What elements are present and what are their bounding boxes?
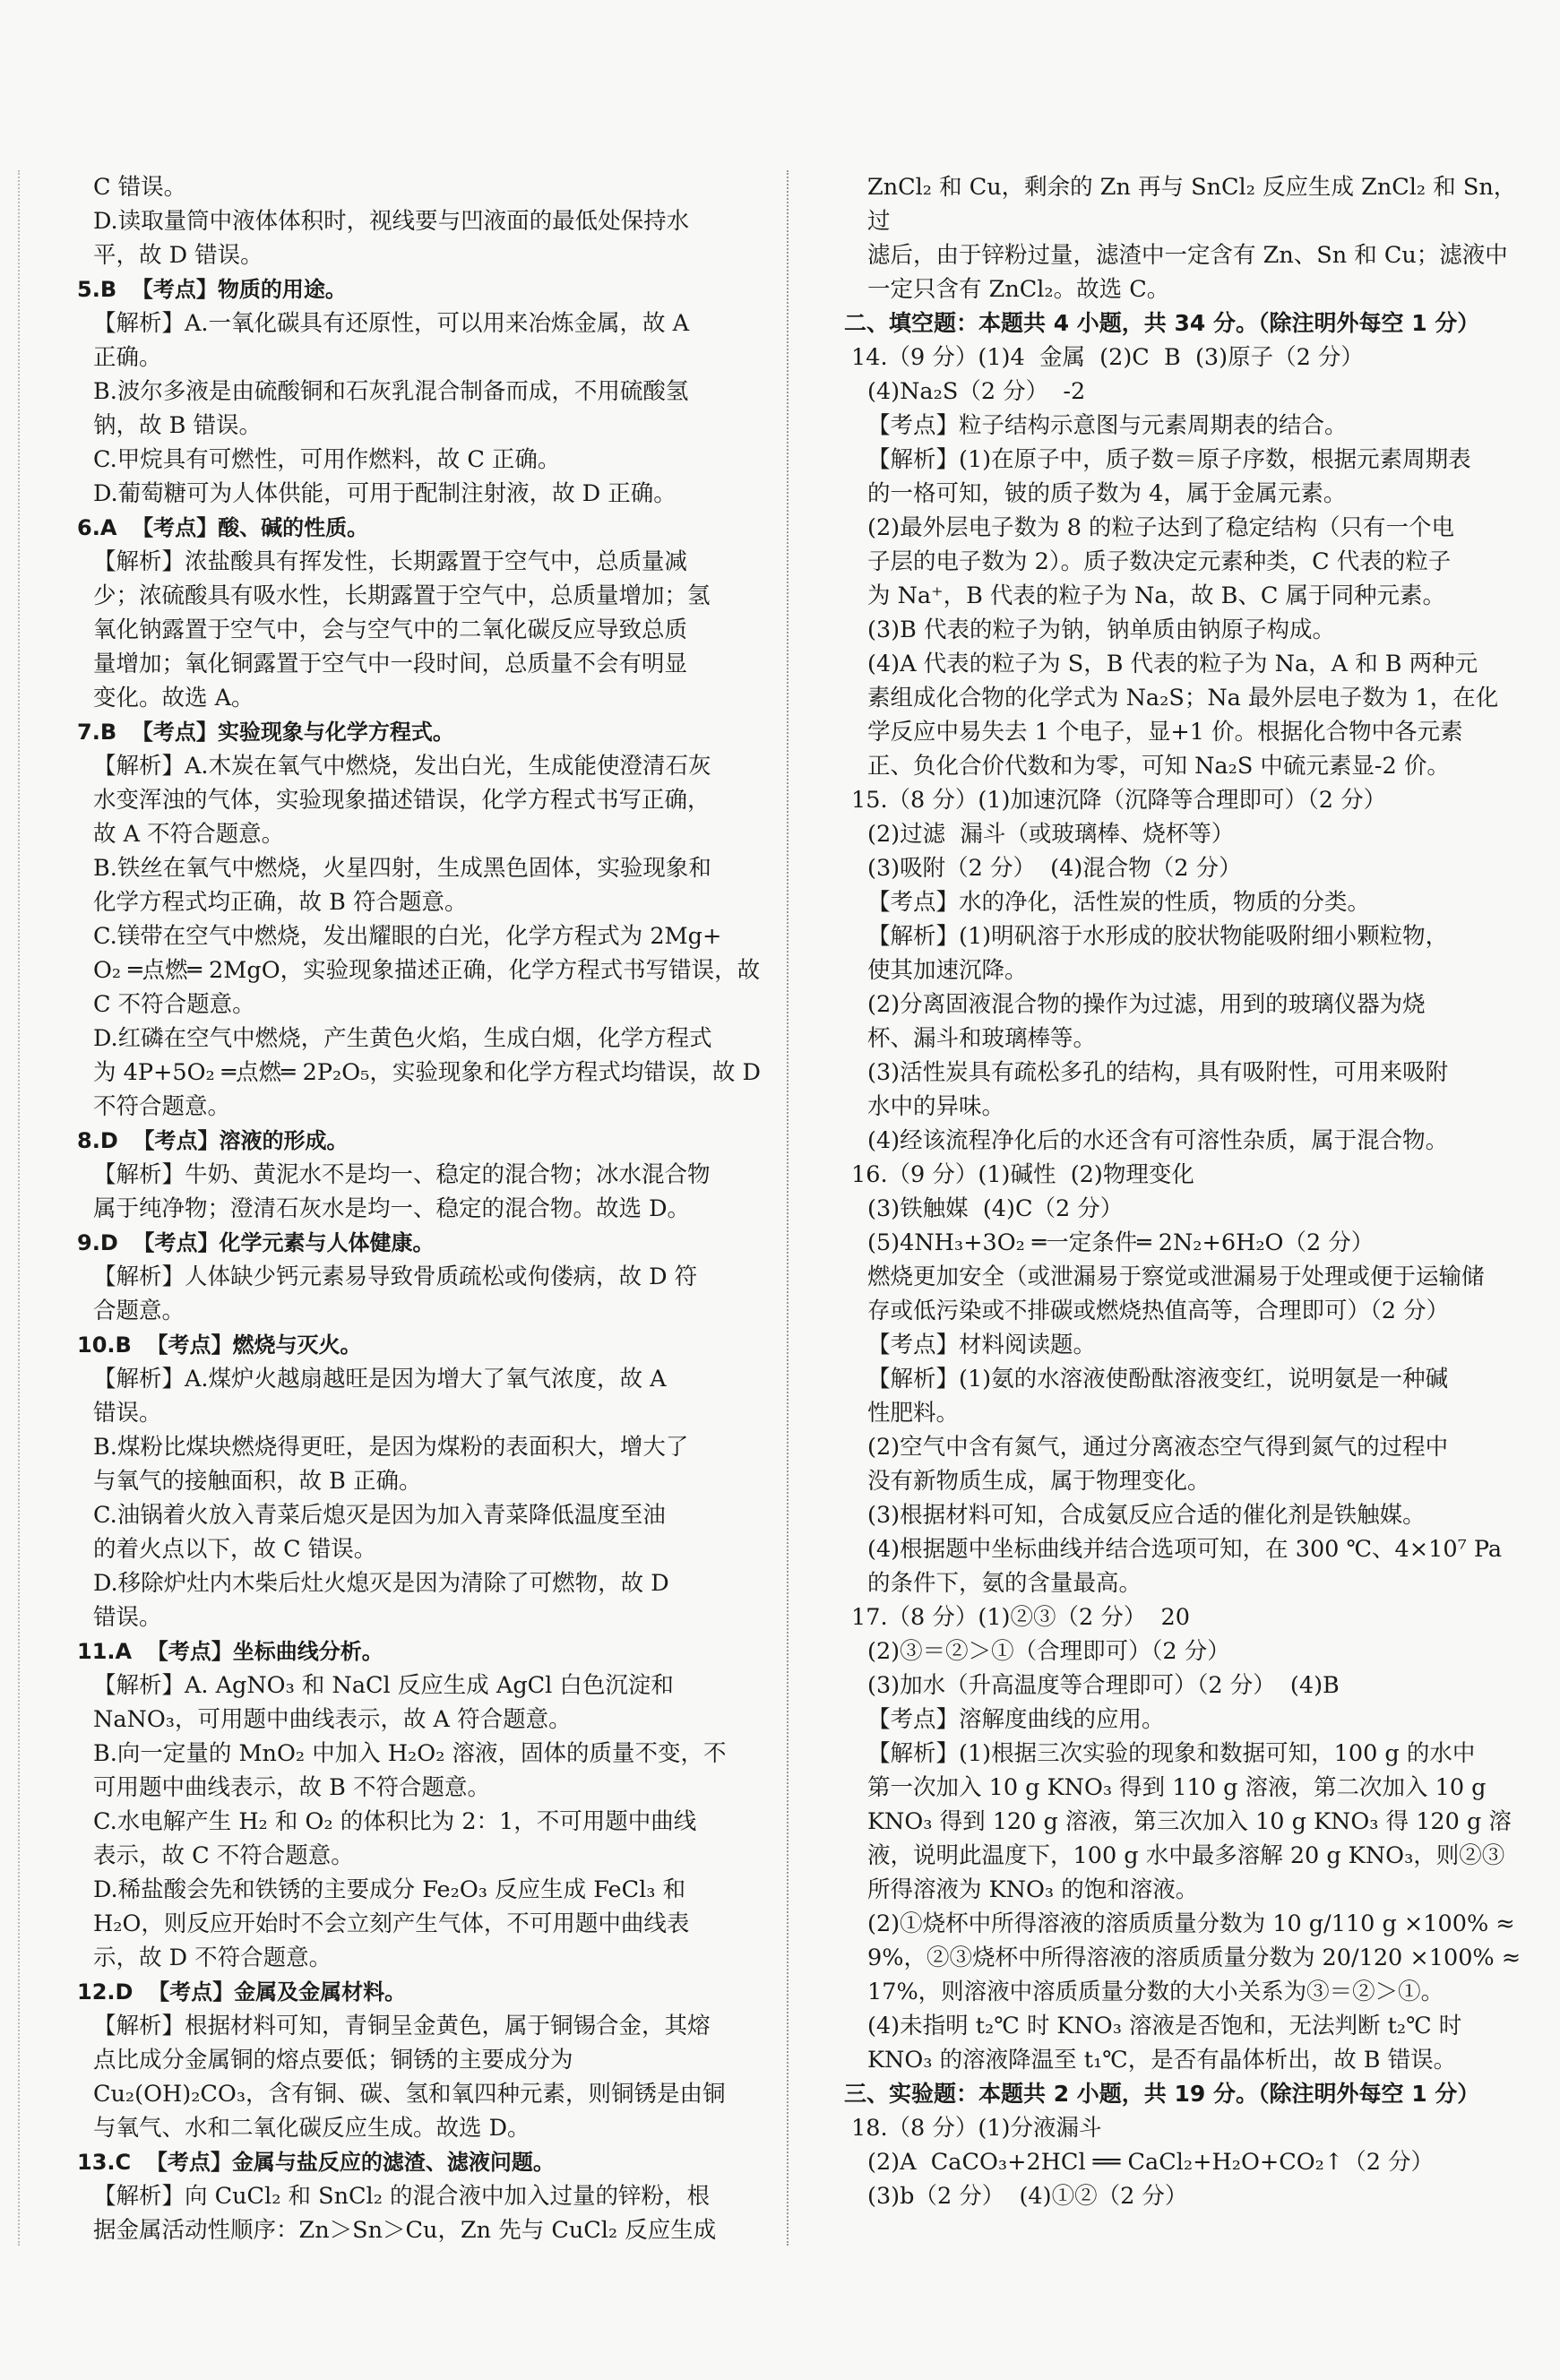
left-line: 属于纯净物；澄清石灰水是均一、稳定的混合物。故选 D。 xyxy=(93,1195,691,1222)
left-line: 正确。 xyxy=(93,344,162,371)
left-line: 不符合题意。 xyxy=(93,1093,231,1120)
right-line: (2)①烧杯中所得溶液的溶质质量分数为 10 g/110 g ×100% ≈ xyxy=(867,1910,1515,1937)
right-line: 【解析】(1)根据三次实验的现象和数据可知，100 g 的水中 xyxy=(867,1740,1476,1767)
right-line: 性肥料。 xyxy=(867,1400,960,1427)
left-line: 7.B 【考点】实验现象与化学方程式。 xyxy=(77,720,454,745)
left-line: 6.A 【考点】酸、碱的性质。 xyxy=(77,515,369,540)
left-line: 9.D 【考点】化学元素与人体健康。 xyxy=(77,1230,435,1255)
left-line: 12.D 【考点】金属及金属材料。 xyxy=(77,1979,407,2005)
right-line: 16.（9 分）(1)碱性 (2)物理变化 xyxy=(851,1161,1194,1188)
right-line: 9%，②③烧杯中所得溶液的溶质质量分数为 20/120 ×100% ≈ xyxy=(867,1945,1521,1971)
left-line: 错误。 xyxy=(93,1400,162,1427)
right-line: 正、负化合价代数和为零，可知 Na₂S 中硫元素显-2 价。 xyxy=(867,753,1450,780)
left-line: 的着火点以下，故 C 错误。 xyxy=(93,1536,377,1563)
right-line: 杯、漏斗和玻璃棒等。 xyxy=(867,1025,1097,1052)
right-line: 的条件下，氨的含量最高。 xyxy=(867,1570,1142,1597)
right-line: (2)A CaCO₃+2HCl ══ CaCl₂+H₂O+CO₂↑（2 分） xyxy=(867,2149,1435,2176)
left-line: 【解析】浓盐酸具有挥发性，长期露置于空气中，总质量减 xyxy=(93,548,688,575)
left-line: 【解析】人体缺少钙元素易导致骨质疏松或佝偻病，故 D 符 xyxy=(93,1263,698,1290)
right-line: 18.（8 分）(1)分液漏斗 xyxy=(851,2115,1102,2142)
right-line: 【解析】(1)氨的水溶液使酚酞溶液变红，说明氨是一种碱 xyxy=(867,1366,1449,1393)
right-line: 的一格可知，铍的质子数为 4，属于金属元素。 xyxy=(867,480,1347,507)
left-line: 与氧气、水和二氧化碳反应生成。故选 D。 xyxy=(93,2115,530,2142)
left-line: 错误。 xyxy=(93,1604,162,1631)
right-line: 【考点】水的净化，活性炭的性质，物质的分类。 xyxy=(867,889,1371,916)
right-line: 【解析】(1)明矾溶于水形成的胶状物能吸附细小颗粒物， xyxy=(867,923,1449,950)
right-line: 素组成化合物的化学式为 Na₂S；Na 最外层电子数为 1，在化 xyxy=(867,685,1499,711)
left-line: 可用题中曲线表示，故 B 不符合题意。 xyxy=(93,1774,490,1801)
right-line: (3)b（2 分） (4)①②（2 分） xyxy=(867,2183,1188,2210)
right-column xyxy=(796,170,1526,2246)
left-line: B.向一定量的 MnO₂ 中加入 H₂O₂ 溶液，固体的质量不变，不 xyxy=(93,1740,727,1767)
right-line: 水中的异味。 xyxy=(867,1093,1005,1120)
right-line: 15.（8 分）(1)加速沉降（沉降等合理即可）（2 分） xyxy=(851,787,1387,814)
right-line: (2)最外层电子数为 8 的粒子达到了稳定结构（只有一个电 xyxy=(867,514,1455,541)
right-line: (4)Na₂S（2 分） -2 xyxy=(867,378,1086,405)
right-line: 所得溶液为 KNO₃ 的饱和溶液。 xyxy=(867,1876,1199,1903)
left-line: 11.A 【考点】坐标曲线分析。 xyxy=(77,1639,384,1664)
right-line: 没有新物质生成，属于物理变化。 xyxy=(867,1468,1211,1495)
column-divider xyxy=(787,170,789,2246)
left-line: D.读取量筒中液体体积时，视线要与凹液面的最低处保持水 xyxy=(93,208,690,235)
left-line: 量增加；氧化铜露置于空气中一段时间，总质量不会有明显 xyxy=(93,651,688,677)
left-line: 13.C 【考点】金属与盐反应的滤渣、滤液问题。 xyxy=(77,2150,555,2175)
right-line: 液，说明此温度下，100 g 水中最多溶解 20 g KNO₃，则②③ xyxy=(867,1842,1505,1869)
left-line: D.葡萄糖可为人体供能，可用于配制注射液，故 D 正确。 xyxy=(93,480,677,507)
left-line: 合题意。 xyxy=(93,1298,185,1324)
right-line: 第一次加入 10 g KNO₃ 得到 110 g 溶液，第二次加入 10 g xyxy=(867,1774,1487,1801)
right-line: 【考点】粒子结构示意图与元素周期表的结合。 xyxy=(867,412,1348,439)
left-line: NaNO₃，可用题中曲线表示，故 A 符合题意。 xyxy=(93,1706,572,1733)
left-line: B.煤粉比煤块燃烧得更旺，是因为煤粉的表面积大，增大了 xyxy=(93,1434,689,1461)
left-line: Cu₂(OH)₂CO₃，含有铜、碳、氢和氧四种元素，则铜锈是由铜 xyxy=(93,2081,726,2108)
right-line: (5)4NH₃+3O₂ ═一定条件═ 2N₂+6H₂O（2 分） xyxy=(867,1229,1375,1256)
left-line: 氧化钠露置于空气中，会与空气中的二氧化碳反应导致总质 xyxy=(93,617,688,643)
left-line: D.红磷在空气中燃烧，产生黄色火焰，生成白烟，化学方程式 xyxy=(93,1025,712,1052)
left-line: 据金属活动性顺序：Zn＞Sn＞Cu，Zn 先与 CuCl₂ 反应生成 xyxy=(93,2217,717,2244)
left-line: 【解析】牛奶、黄泥水不是均一、稳定的混合物；冰水混合物 xyxy=(93,1161,711,1188)
right-line: (3)根据材料可知，合成氨反应合适的催化剂是铁触媒。 xyxy=(867,1502,1426,1529)
left-line: C.水电解产生 H₂ 和 O₂ 的体积比为 2：1，不可用题中曲线 xyxy=(93,1808,697,1835)
left-line: 平，故 D 错误。 xyxy=(93,242,263,269)
left-line: B.铁丝在氧气中燃烧，火星四射，生成黑色固体，实验现象和 xyxy=(93,855,711,882)
right-line: (2)分离固液混合物的操作为过滤，用到的玻璃仪器为烧 xyxy=(867,991,1426,1018)
left-line: C.甲烷具有可燃性，可用作燃料，故 C 正确。 xyxy=(93,446,561,473)
left-column xyxy=(18,170,771,2246)
left-line: 为 4P+5O₂ ═点燃═ 2P₂O₅，实验现象和化学方程式均错误，故 D xyxy=(93,1059,761,1086)
left-line: 钠，故 B 错误。 xyxy=(93,412,262,439)
right-line: 一定只含有 ZnCl₂。故选 C。 xyxy=(867,276,1170,303)
right-line: 【解析】(1)在原子中，质子数＝原子序数，根据元素周期表 xyxy=(867,446,1471,473)
left-line: C.油锅着火放入青菜后熄灭是因为加入青菜降低温度至油 xyxy=(93,1502,666,1529)
left-line: 【解析】A.一氧化碳具有还原性，可以用来冶炼金属，故 A xyxy=(93,310,690,337)
right-line: (4)根据题中坐标曲线并结合选项可知，在 300 ℃、4×10⁷ Pa xyxy=(867,1536,1503,1563)
left-line: 【解析】向 CuCl₂ 和 SnCl₂ 的混合液中加入过量的锌粉，根 xyxy=(93,2183,711,2210)
right-line: 为 Na⁺，B 代表的粒子为 Na，故 B、C 属于同种元素。 xyxy=(867,582,1446,609)
left-line: 【解析】根据材料可知，青铜呈金黄色，属于铜锡合金，其熔 xyxy=(93,2013,711,2039)
left-line: 【解析】A. AgNO₃ 和 NaCl 反应生成 AgCl 白色沉淀和 xyxy=(93,1672,674,1699)
left-line: C 错误。 xyxy=(93,174,187,201)
right-line: (3)铁触媒 (4)C（2 分） xyxy=(867,1195,1124,1222)
right-line: 学反应中易失去 1 个电子，显+1 价。根据化合物中各元素 xyxy=(867,719,1463,746)
left-line: 变化。故选 A。 xyxy=(93,685,254,711)
right-line: (2)过滤 漏斗（或玻璃棒、烧杯等） xyxy=(867,821,1235,848)
right-line: (3)B 代表的粒子为钠，钠单质由钠原子构成。 xyxy=(867,617,1335,643)
right-line: 滤后，由于锌粉过量，滤渣中一定含有 Zn、Sn 和 Cu；滤液中 xyxy=(867,242,1508,269)
right-line: (4)A 代表的粒子为 S，B 代表的粒子为 Na，A 和 B 两种元 xyxy=(867,651,1478,677)
right-line: (3)活性炭具有疏松多孔的结构，具有吸附性，可用来吸附 xyxy=(867,1059,1449,1086)
right-line: (2)③＝②＞①（合理即可）（2 分） xyxy=(867,1638,1230,1665)
right-line: 存或低污染或不排碳或燃烧热值高等，合理即可）（2 分） xyxy=(867,1298,1450,1324)
left-line: 示，故 D 不符合题意。 xyxy=(93,1945,332,1971)
right-line: KNO₃ 的溶液降温至 t₁℃，是否有晶体析出，故 B 错误。 xyxy=(867,2047,1457,2074)
right-line: (3)吸附（2 分） (4)混合物（2 分） xyxy=(867,855,1242,882)
left-line: 点比成分金属铜的熔点要低；铜锈的主要成分为 xyxy=(93,2047,573,2074)
left-line: 10.B 【考点】燃烧与灭火。 xyxy=(77,1332,362,1358)
right-line: 【考点】材料阅读题。 xyxy=(867,1332,1097,1358)
left-line: 与氧气的接触面积，故 B 正确。 xyxy=(93,1468,422,1495)
left-line: 5.B 【考点】物质的用途。 xyxy=(77,277,347,302)
left-line: C 不符合题意。 xyxy=(93,991,255,1018)
left-line: 表示，故 C 不符合题意。 xyxy=(93,1842,354,1869)
right-line: (4)经该流程净化后的水还含有可溶性杂质，属于混合物。 xyxy=(867,1127,1449,1154)
left-line: H₂O，则反应开始时不会立刻产生气体，不可用题中曲线表 xyxy=(93,1910,690,1937)
left-line: 化学方程式均正确，故 B 符合题意。 xyxy=(93,889,468,916)
right-line: 三、实验题：本题共 2 小题，共 19 分。（除注明外每空 1 分） xyxy=(844,2081,1480,2107)
left-line: 故 A 不符合题意。 xyxy=(93,821,285,848)
left-line: B.波尔多液是由硫酸铜和石灰乳混合制备而成，不用硫酸氢 xyxy=(93,378,689,405)
right-line: ZnCl₂ 和 Cu，剩余的 Zn 再与 SnCl₂ 反应生成 ZnCl₂ 和 Sn，过 xyxy=(867,174,1517,235)
right-line: (4)未指明 t₂℃ 时 KNO₃ 溶液是否饱和，无法判断 t₂℃ 时 xyxy=(867,2013,1462,2039)
left-line: 少；浓硫酸具有吸水性，长期露置于空气中，总质量增加；氢 xyxy=(93,582,711,609)
right-line: (2)空气中含有氮气，通过分离液态空气得到氮气的过程中 xyxy=(867,1434,1449,1461)
right-line: KNO₃ 得到 120 g 溶液，第三次加入 10 g KNO₃ 得 120 g 溶 xyxy=(867,1808,1512,1835)
left-line: O₂ ═点燃═ 2MgO，实验现象描述正确，化学方程式书写错误，故 xyxy=(93,957,761,984)
right-line: 二、填空题：本题共 4 小题，共 34 分。（除注明外每空 1 分） xyxy=(844,310,1480,336)
left-line: 【解析】A.煤炉火越扇越旺是因为增大了氧气浓度，故 A xyxy=(93,1366,667,1393)
right-line: 【考点】溶解度曲线的应用。 xyxy=(867,1706,1165,1733)
right-line: 子层的电子数为 2）。质子数决定元素种类，C 代表的粒子 xyxy=(867,548,1452,575)
right-line: 14.（9 分）(1)4 金属 (2)C B (3)原子（2 分） xyxy=(851,344,1364,371)
right-line: 17.（8 分）(1)②③（2 分） 20 xyxy=(851,1604,1190,1631)
left-line: 8.D 【考点】溶液的形成。 xyxy=(77,1128,349,1153)
right-line: 使其加速沉降。 xyxy=(867,957,1028,984)
left-line: D.稀盐酸会先和铁锈的主要成分 Fe₂O₃ 反应生成 FeCl₃ 和 xyxy=(93,1876,686,1903)
left-line: C.镁带在空气中燃烧，发出耀眼的白光，化学方程式为 2Mg+ xyxy=(93,923,722,950)
right-line: 燃烧更加安全（或泄漏易于察觉或泄漏易于处理或便于运输储 xyxy=(867,1263,1485,1290)
left-line: 【解析】A.木炭在氧气中燃烧，发出白光，生成能使澄清石灰 xyxy=(93,753,711,780)
left-line: 水变浑浊的气体，实验现象描述错误，化学方程式书写正确， xyxy=(93,787,711,814)
right-line: 17%，则溶液中溶质质量分数的大小关系为③＝②＞①。 xyxy=(867,1979,1444,2005)
right-line: (3)加水（升高温度等合理即可）（2 分） (4)B xyxy=(867,1672,1340,1699)
left-line: D.移除炉灶内木柴后灶火熄灭是因为清除了可燃物，故 D xyxy=(93,1570,669,1597)
